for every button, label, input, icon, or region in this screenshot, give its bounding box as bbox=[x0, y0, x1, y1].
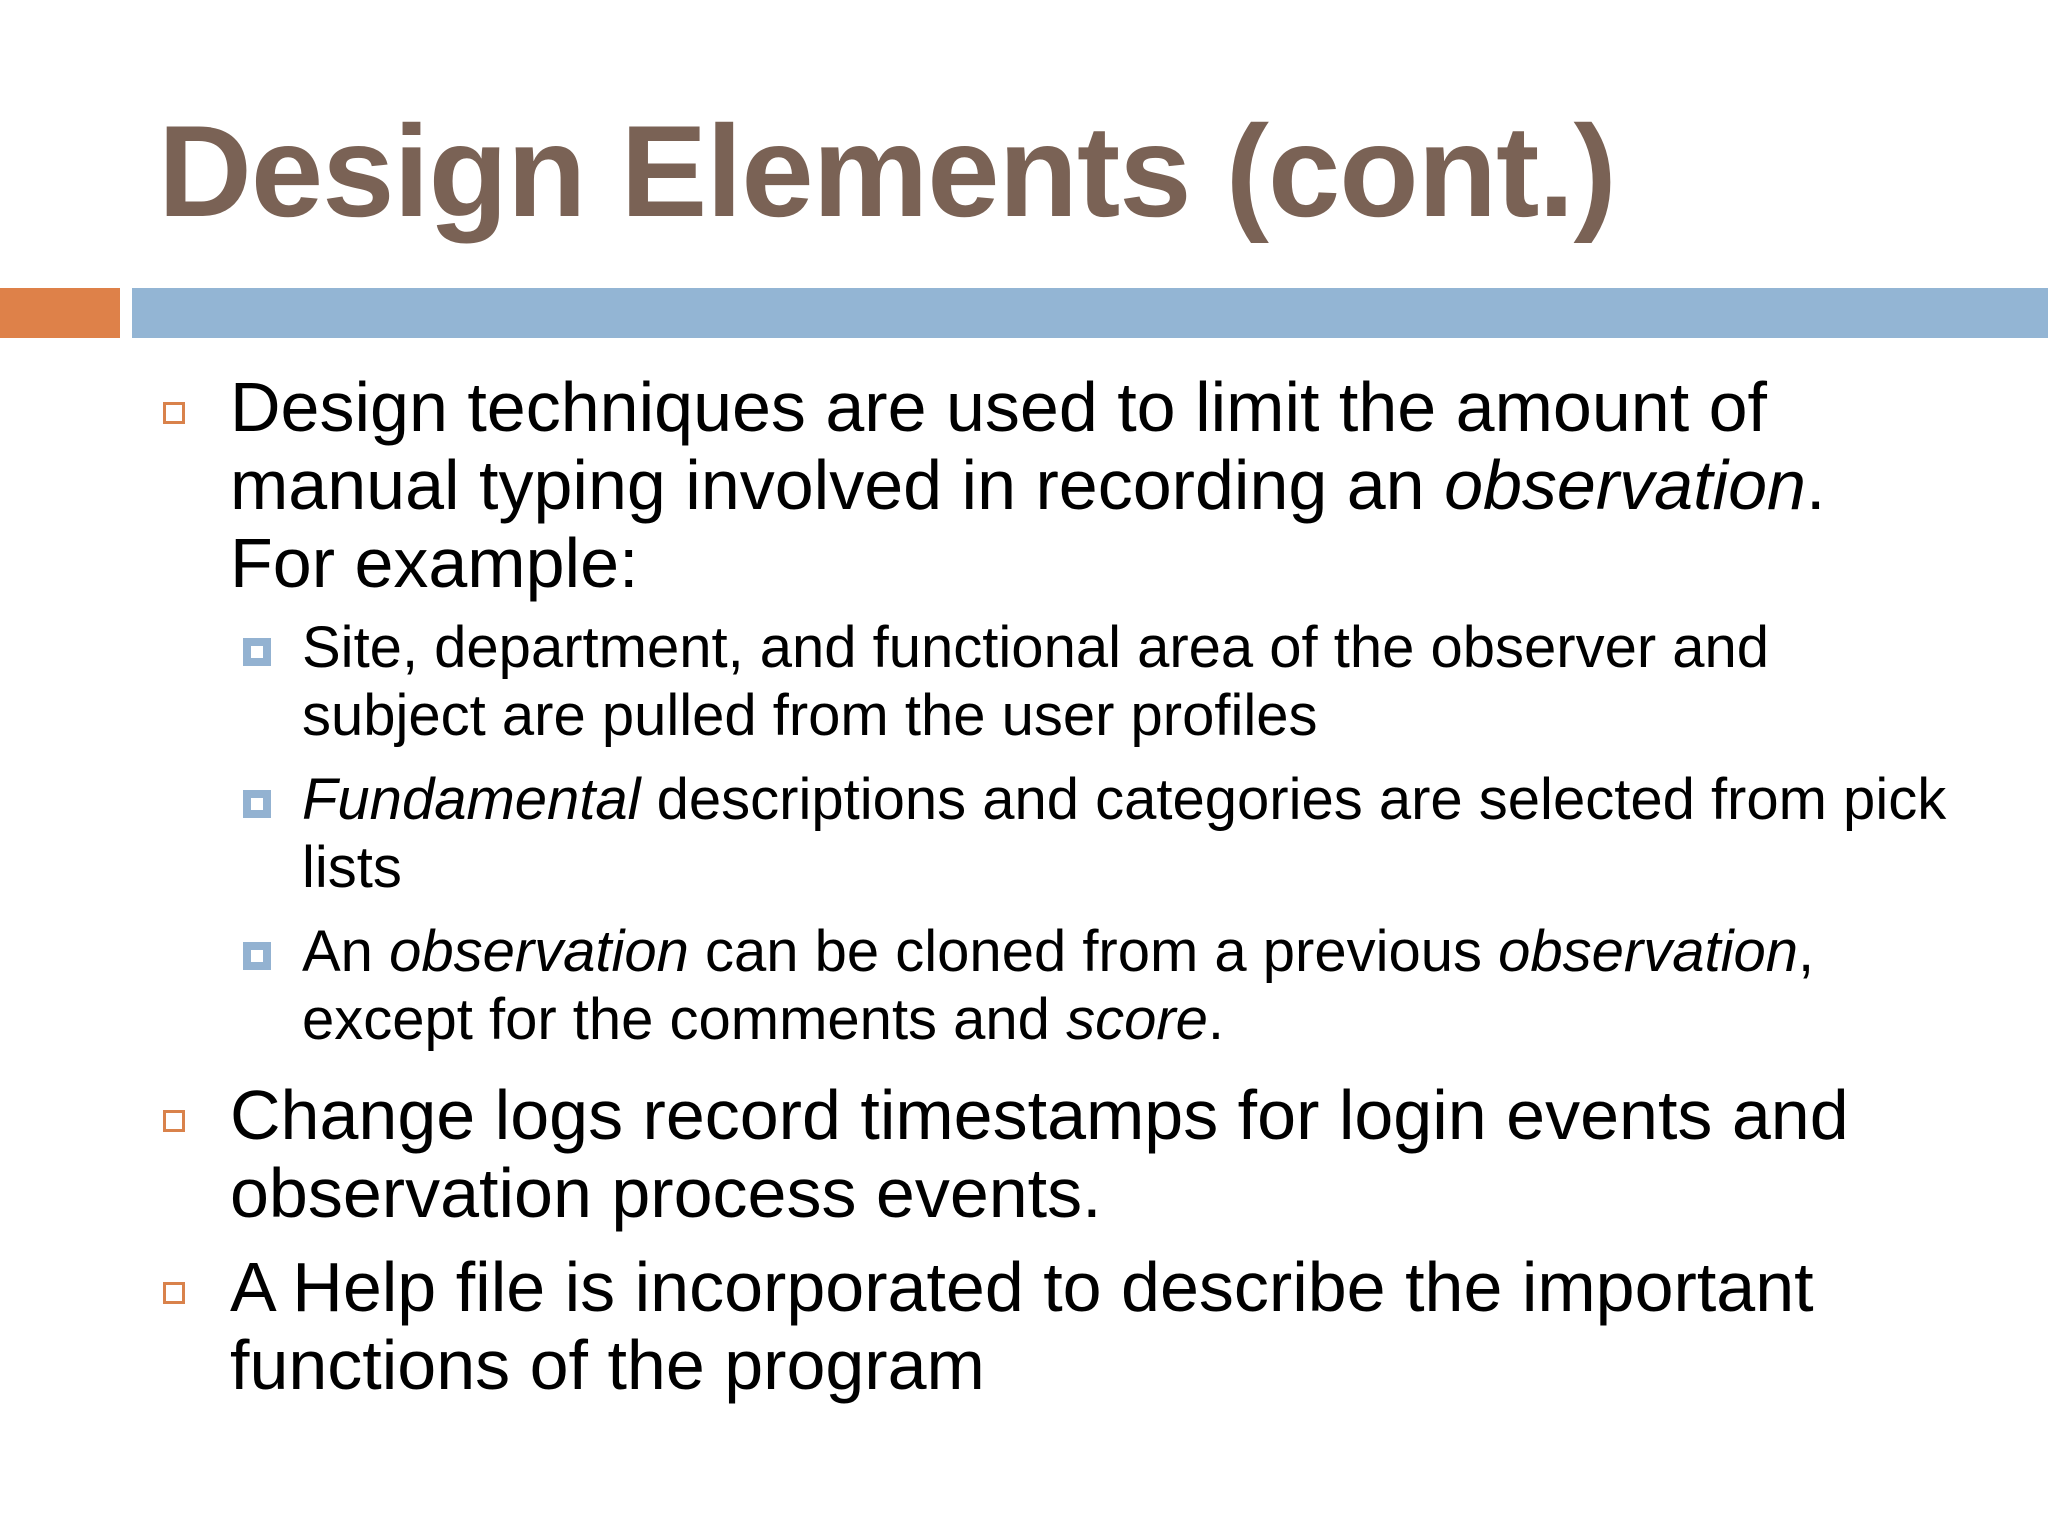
bullet-text: Change logs record timestamps for login events and observation process events. bbox=[230, 1076, 1849, 1232]
bullet-square-icon bbox=[163, 1282, 185, 1304]
sub-bullet-text: , except for the comments and bbox=[302, 919, 1815, 1052]
title-accent-bar bbox=[0, 288, 120, 338]
sub-bullet-square-icon bbox=[243, 638, 271, 666]
sub-bullet-text: Site, department, and functional area of the observer and subject are pulled from the user profiles bbox=[302, 615, 1770, 748]
sub-bullet-text: descriptions and categories are selected from pick lists bbox=[302, 767, 1947, 900]
sub-bullet-square-icon bbox=[243, 790, 271, 818]
sub-bullet-observation-cloned bbox=[302, 918, 1962, 1054]
bullet-square-icon bbox=[163, 1110, 185, 1132]
title-divider-bar bbox=[132, 288, 2048, 338]
bullet-text-italic: observation bbox=[1444, 446, 1806, 524]
sub-bullet-text-italic: observation bbox=[1498, 919, 1799, 984]
bullet-text: A Help file is incorporated to describe the important functions of the program bbox=[230, 1248, 1814, 1404]
bullet-text: . For example: bbox=[230, 446, 1826, 602]
sub-bullet-text-italic: score bbox=[1066, 987, 1208, 1052]
bullet-square-icon bbox=[163, 402, 185, 424]
bullet-change-logs bbox=[230, 1076, 1930, 1232]
slide-title: Design Elements (cont.) bbox=[158, 98, 1616, 244]
bullet-help-file bbox=[230, 1248, 1930, 1404]
sub-bullet-text: An bbox=[302, 919, 390, 984]
sub-bullet-text-italic: Fundamental bbox=[302, 767, 641, 832]
sub-bullet-text: can be cloned from a previous bbox=[688, 919, 1499, 984]
sub-bullet-text-italic: observation bbox=[389, 919, 689, 984]
sub-bullet-site-department bbox=[302, 614, 1962, 750]
bullet-design-techniques bbox=[230, 368, 1930, 602]
sub-bullet-square-icon bbox=[243, 942, 271, 970]
bullet-text: Design techniques are used to limit the amount of manual typing involved in recording an bbox=[230, 368, 1767, 524]
sub-bullet-text: . bbox=[1207, 987, 1225, 1052]
sub-bullet-fundamental bbox=[302, 766, 1962, 902]
